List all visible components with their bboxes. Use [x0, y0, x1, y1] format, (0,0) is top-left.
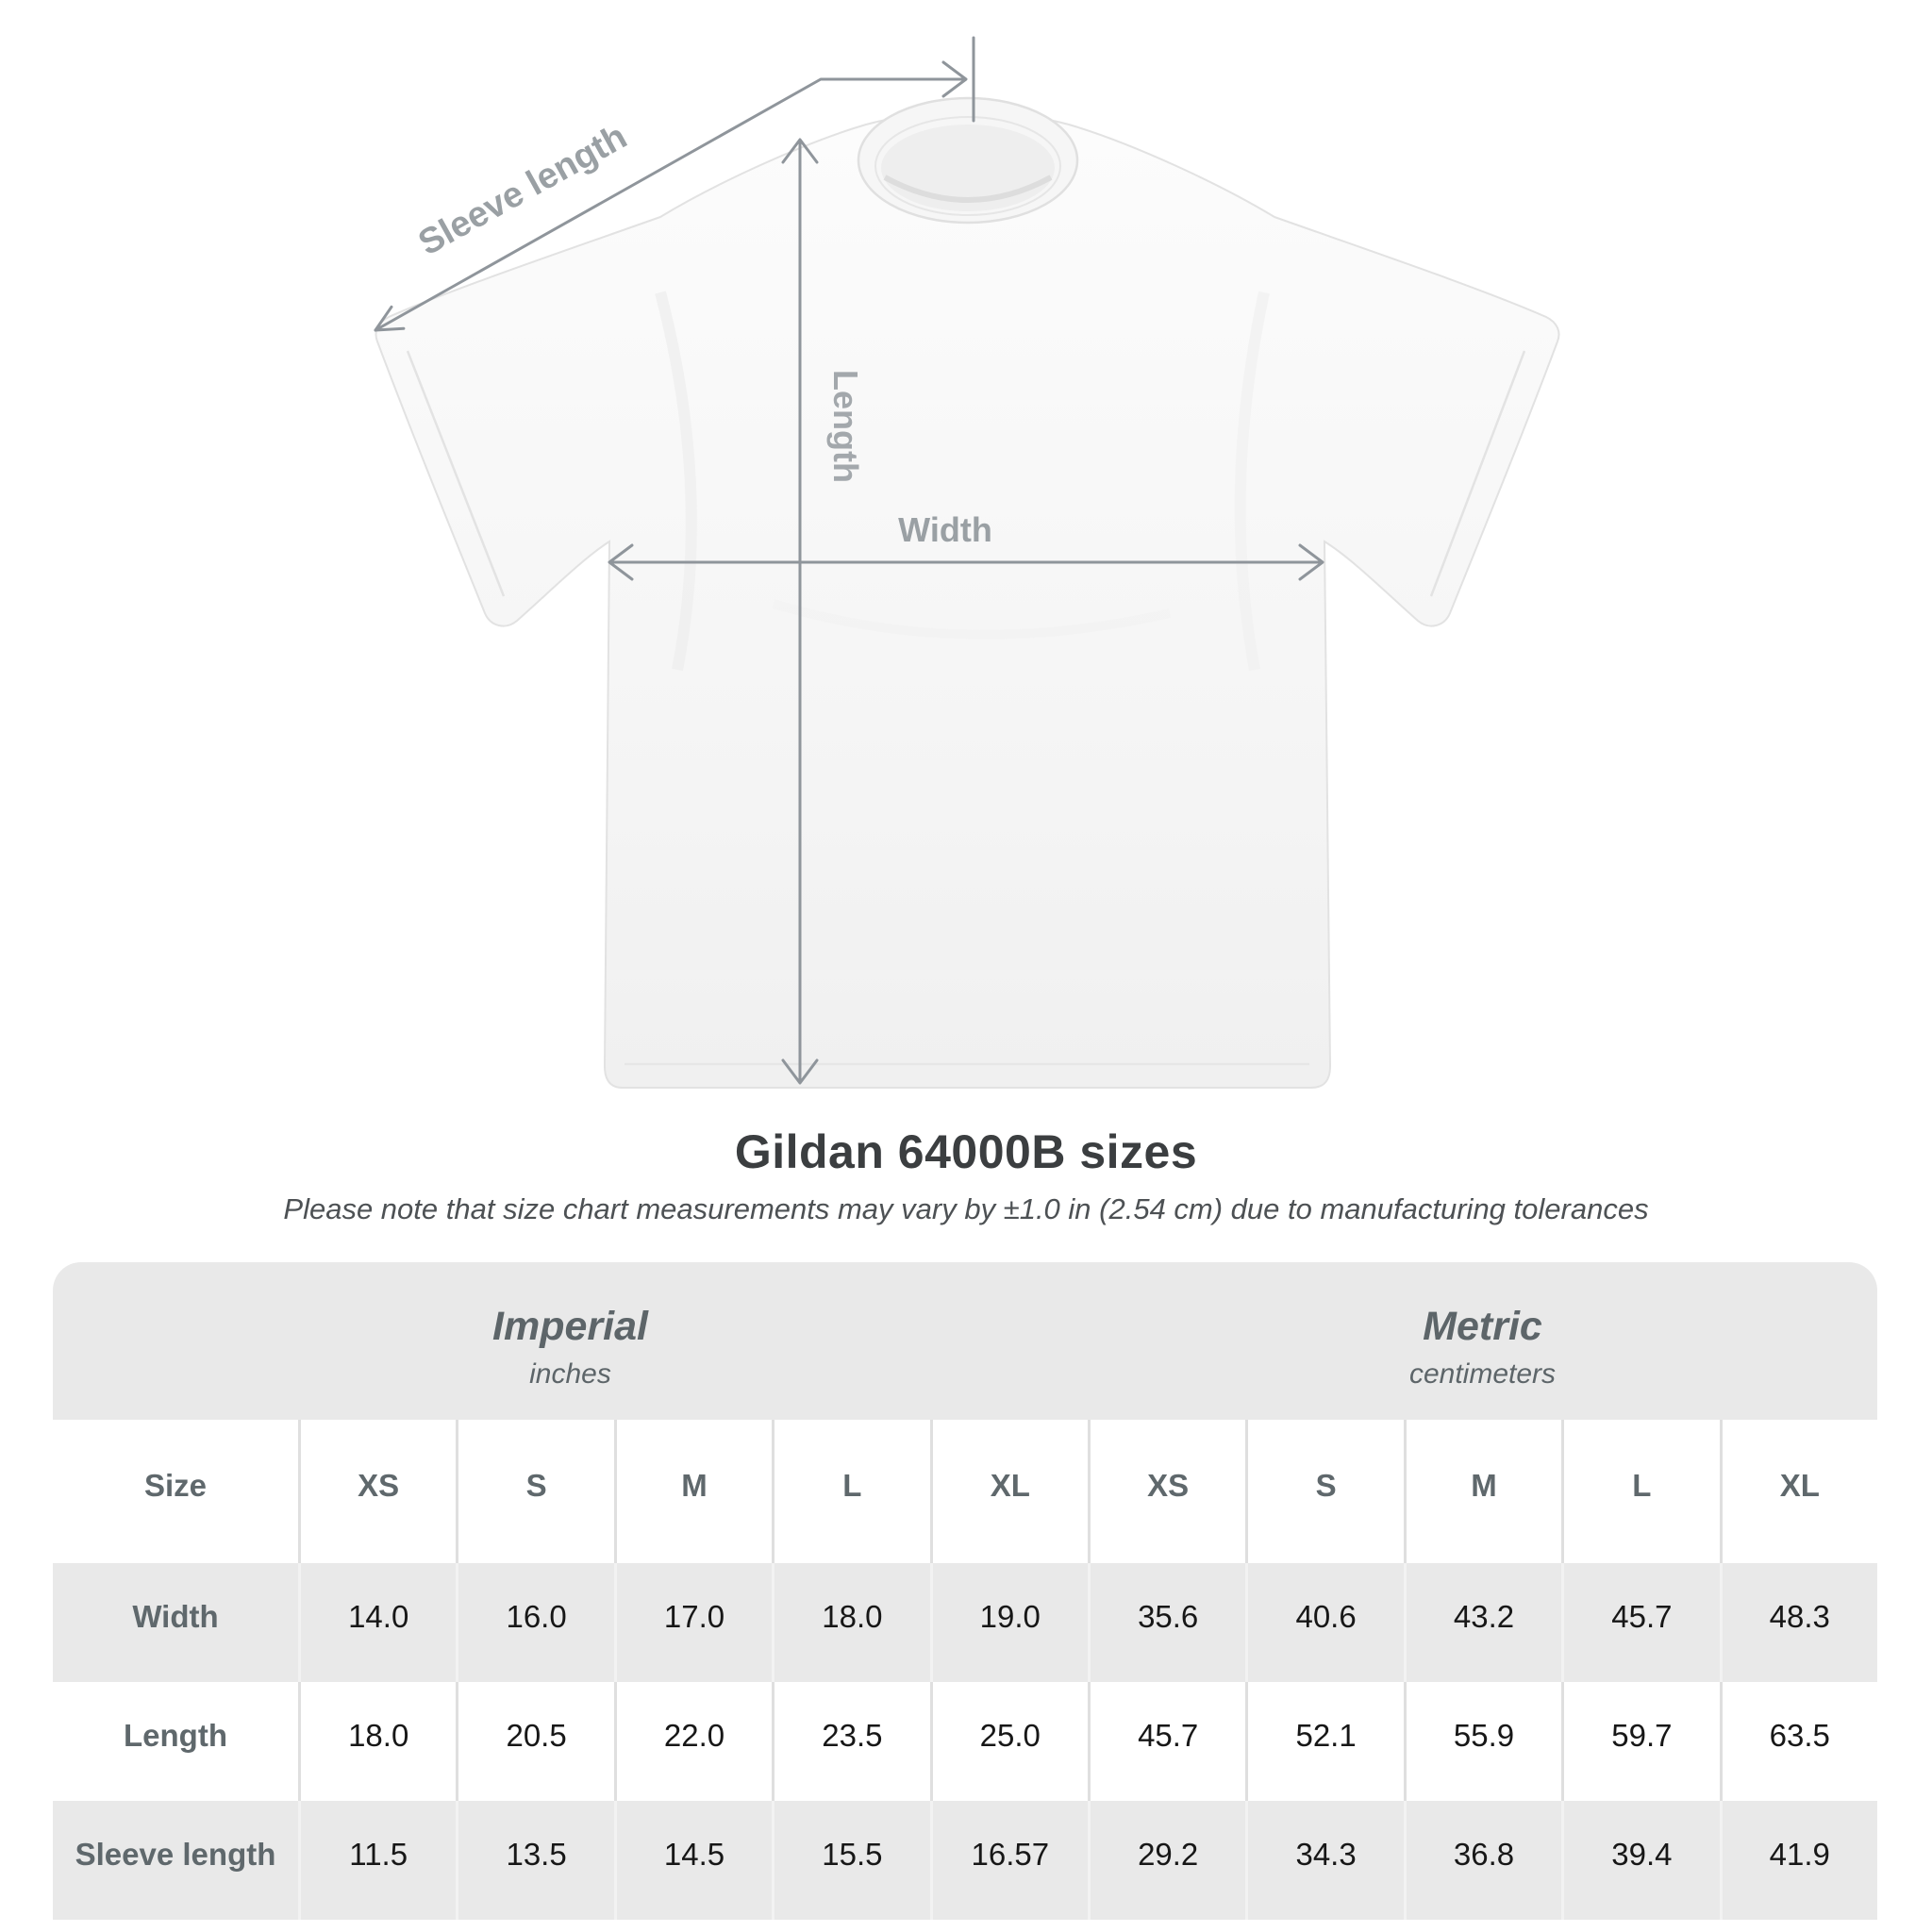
row-label: Length — [124, 1718, 227, 1753]
sleeve-length-label: Sleeve length — [411, 116, 634, 264]
cell-value: 52.1 — [1245, 1682, 1403, 1801]
page-subtitle: Please note that size chart measurements may vary by ±1.0 in (2.54 cm) due to manufacturing tolerances — [283, 1192, 1649, 1225]
size-column-header: Size — [143, 1468, 208, 1503]
column-header: S — [1245, 1420, 1403, 1563]
table-row-length — [53, 1682, 1877, 1801]
unit-group-metric — [1088, 1262, 1877, 1420]
cell-value: 48.3 — [1720, 1563, 1877, 1682]
column-header: L — [1561, 1420, 1719, 1563]
cell-value: 43.2 — [1404, 1563, 1561, 1682]
cell-value: 25.0 — [930, 1682, 1088, 1801]
column-header: L — [772, 1420, 929, 1563]
cell-value: 23.5 — [772, 1682, 929, 1801]
column-header: XS — [298, 1420, 456, 1563]
table-row-width — [53, 1563, 1877, 1682]
tshirt-illustration — [376, 98, 1559, 1088]
unit-group-imperial — [53, 1262, 1088, 1420]
column-header: S — [456, 1420, 613, 1563]
page-title: Gildan 64000B sizes — [734, 1125, 1198, 1178]
column-header: XL — [1720, 1420, 1877, 1563]
cell-value: 16.57 — [930, 1801, 1088, 1920]
cell-value: 14.5 — [614, 1801, 772, 1920]
size-header-row — [53, 1420, 1877, 1563]
imperial-subtitle: inches — [529, 1357, 611, 1390]
width-label: Width — [898, 510, 992, 549]
length-label: Length — [826, 370, 865, 483]
table-row-sleeve-length — [53, 1801, 1877, 1920]
imperial-title: Imperial — [492, 1303, 648, 1349]
cell-value: 36.8 — [1404, 1801, 1561, 1920]
cell-value: 34.3 — [1245, 1801, 1403, 1920]
cell-value: 16.0 — [456, 1563, 613, 1682]
column-header: M — [1404, 1420, 1561, 1563]
cell-value: 45.7 — [1088, 1682, 1245, 1801]
column-header: XL — [930, 1420, 1088, 1563]
cell-value: 40.6 — [1245, 1563, 1403, 1682]
cell-value: 39.4 — [1561, 1801, 1719, 1920]
cell-value: 18.0 — [772, 1563, 929, 1682]
column-header: M — [614, 1420, 772, 1563]
metric-subtitle: centimeters — [1408, 1357, 1557, 1390]
cell-value: 22.0 — [614, 1682, 772, 1801]
row-label: Width — [132, 1599, 219, 1634]
cell-value: 59.7 — [1561, 1682, 1719, 1801]
cell-value: 11.5 — [298, 1801, 456, 1920]
cell-value: 35.6 — [1088, 1563, 1245, 1682]
cell-value: 41.9 — [1720, 1801, 1877, 1920]
row-label: Sleeve length — [75, 1837, 276, 1872]
cell-value: 45.7 — [1561, 1563, 1719, 1682]
cell-value: 15.5 — [772, 1801, 929, 1920]
cell-value: 14.0 — [298, 1563, 456, 1682]
cell-value: 17.0 — [614, 1563, 772, 1682]
cell-value: 63.5 — [1720, 1682, 1877, 1801]
metric-title: Metric — [1423, 1303, 1542, 1349]
size-table — [53, 1262, 1877, 1920]
cell-value: 55.9 — [1404, 1682, 1561, 1801]
unit-band — [53, 1262, 1877, 1420]
cell-value: 20.5 — [456, 1682, 613, 1801]
cell-value: 13.5 — [456, 1801, 613, 1920]
cell-value: 19.0 — [930, 1563, 1088, 1682]
column-header: XS — [1088, 1420, 1245, 1563]
cell-value: 18.0 — [298, 1682, 456, 1801]
cell-value: 29.2 — [1088, 1801, 1245, 1920]
